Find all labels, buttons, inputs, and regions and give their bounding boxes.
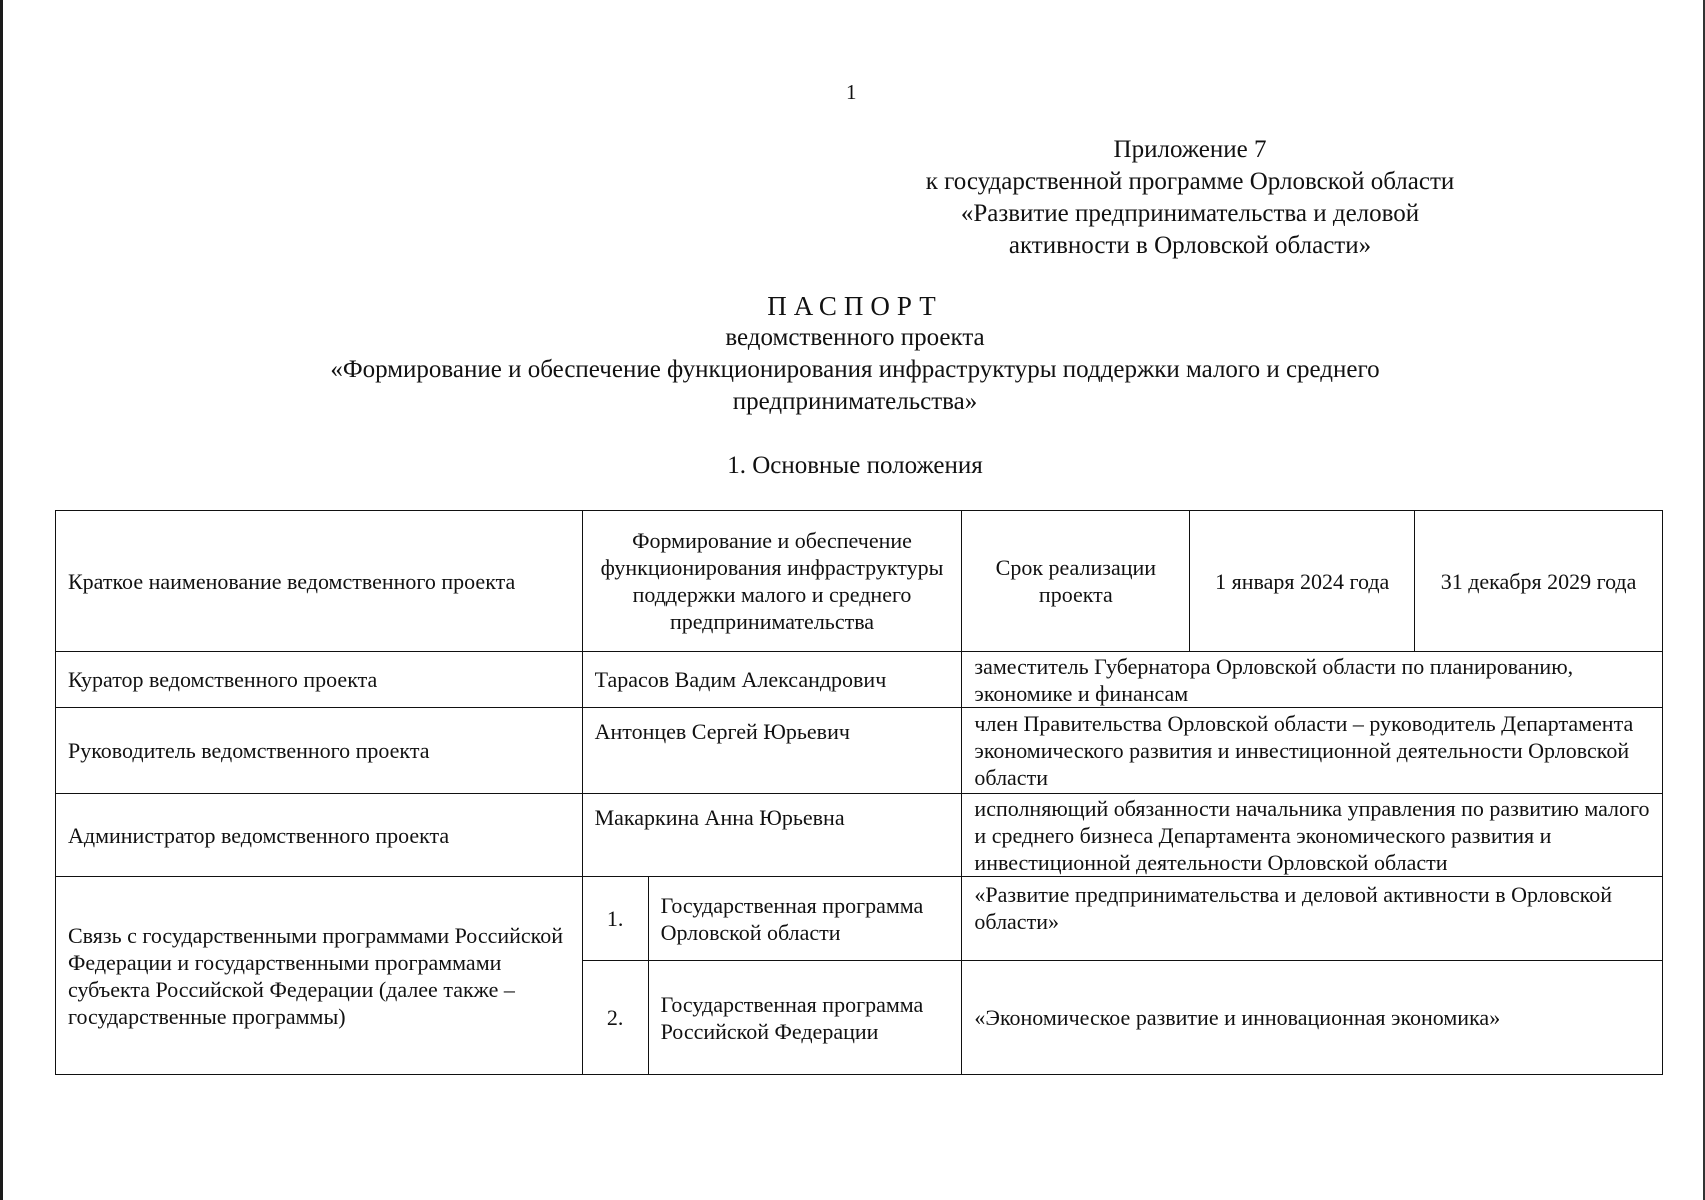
table-row bbox=[56, 794, 1663, 877]
table-row bbox=[56, 652, 1663, 708]
page-left-edge bbox=[0, 0, 3, 1200]
appendix-line: Приложение 7 bbox=[1113, 136, 1267, 163]
head-name: Антонцев Сергей Юрьевич bbox=[582, 708, 962, 794]
title-line: ведомственного проекта bbox=[725, 324, 985, 351]
title-line: «Формирование и обеспечение функционирования инфраструктуры поддержки малого и среднего bbox=[330, 356, 1380, 383]
admin-label: Администратор ведомственного проекта bbox=[56, 794, 583, 877]
curator-name: Тарасов Вадим Александрович bbox=[582, 652, 962, 708]
document-title bbox=[60, 290, 1650, 418]
table-row bbox=[56, 708, 1663, 794]
short-name-value: Формирование и обеспечение функционирования инфраструктуры поддержки малого и среднего предпринимательства bbox=[582, 511, 962, 652]
admin-position: исполняющий обязанности начальника управления по развитию малого и среднего бизнеса Департамента экономического развития и инвестиционной деятельности Орловской области bbox=[962, 794, 1663, 877]
curator-position: заместитель Губернатора Орловской области по планированию, экономике и финансам bbox=[962, 652, 1663, 708]
link-label: Связь с государственными программами Российской Федерации и государственными программами субъекта Российской Федерации (далее также – государственные программы) bbox=[56, 877, 583, 1075]
program-num: 1. bbox=[582, 877, 648, 961]
short-name-label: Краткое наименование ведомственного проекта bbox=[56, 511, 583, 652]
section-title: 1. Основные положения bbox=[727, 452, 983, 479]
head-label: Руководитель ведомственного проекта bbox=[56, 708, 583, 794]
main-provisions-table bbox=[55, 510, 1663, 1075]
table-row bbox=[56, 511, 1663, 652]
program-num: 2. bbox=[582, 961, 648, 1075]
program-type: Государственная программа Орловской области bbox=[648, 877, 962, 961]
term-label: Срок реализации проекта bbox=[962, 511, 1190, 652]
program-name: «Развитие предпринимательства и деловой активности в Орловской области» bbox=[962, 877, 1663, 961]
appendix-line: активности в Орловской области» bbox=[1008, 232, 1372, 259]
appendix-line: «Развитие предпринимательства и деловой bbox=[960, 200, 1420, 227]
start-date: 1 января 2024 года bbox=[1190, 511, 1415, 652]
program-type: Государственная программа Российской Федерации bbox=[648, 961, 962, 1075]
table-row bbox=[56, 877, 1663, 961]
curator-label: Куратор ведомственного проекта bbox=[56, 652, 583, 708]
end-date: 31 декабря 2029 года bbox=[1415, 511, 1663, 652]
program-name: «Экономическое развитие и инновационная экономика» bbox=[962, 961, 1663, 1075]
admin-name: Макаркина Анна Юрьевна bbox=[582, 794, 962, 877]
appendix-header bbox=[790, 134, 1590, 262]
appendix-line: к государственной программе Орловской области bbox=[925, 168, 1455, 195]
title-passport: ПАСПОРТ bbox=[767, 291, 943, 321]
title-line: предпринимательства» bbox=[732, 388, 978, 415]
page-number: 1 bbox=[846, 80, 857, 104]
head-position: член Правительства Орловской области – руководитель Департамента экономического развития и инвестиционной деятельности Орловской области bbox=[962, 708, 1663, 794]
